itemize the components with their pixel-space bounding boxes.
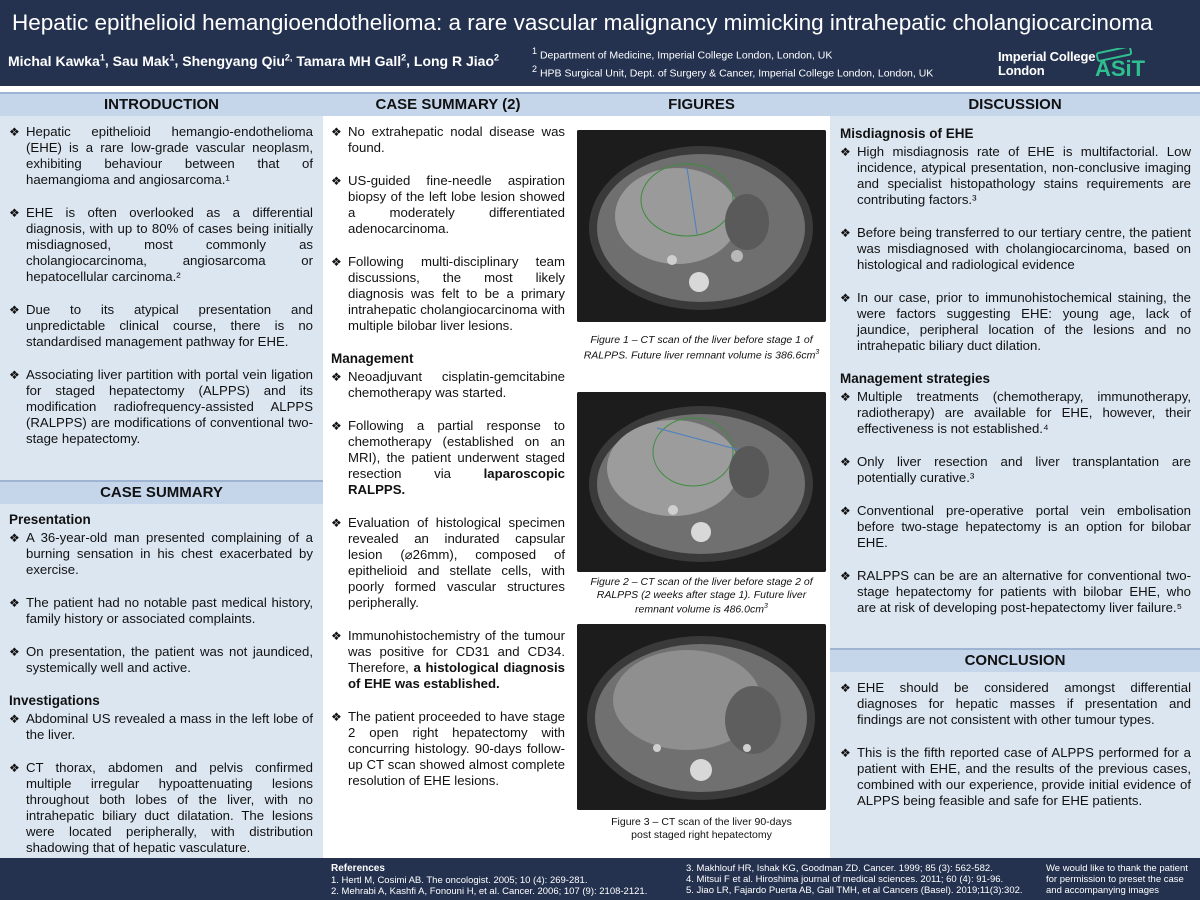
case-summary-2-heading: CASE SUMMARY (2)	[323, 92, 573, 116]
diamond-bullet-icon: ❖	[840, 746, 851, 760]
figure-1-caption: Figure 1 – CT scan of the liver before stage 1 of RALPPS. Future liver remnant volume is $386.6cm^3$	[583, 334, 820, 361]
diamond-bullet-icon: ❖	[331, 255, 342, 269]
case-summary-2-bullet: ❖ No extrahepatic nodal disease was found.	[331, 124, 565, 155]
references-left	[331, 875, 647, 897]
diamond-bullet-icon: ❖	[9, 303, 20, 317]
reference-5: 5. Jiao LR, Fajardo Puerta AB, Gall TMH, et al Cancers (Basel). 2019;11(3):302.	[686, 885, 1023, 896]
diamond-bullet-icon: ❖	[9, 645, 20, 659]
diamond-bullet-icon: ❖	[331, 370, 342, 384]
discussion-body	[830, 116, 1200, 648]
figure-3-ct-image	[577, 624, 826, 810]
conclusion-heading: CONCLUSION	[830, 648, 1200, 672]
introduction-bullet: ❖ Associating liver partition with portal vein ligation for staged hepatectomy (ALPPS) and its modification radiofrequency-assisted ALPPS (RALPPS) are modifications of conventional two-stage hepatectomy.	[9, 367, 313, 446]
figure-1-ct-image	[577, 130, 826, 322]
affiliations	[532, 45, 933, 80]
case-summary-2-body	[323, 116, 573, 789]
imperial-college-logo: Imperial College London	[998, 49, 1096, 78]
diamond-bullet-icon: ❖	[331, 710, 342, 724]
diamond-bullet-icon: ❖	[9, 125, 20, 139]
diamond-bullet-icon: ❖	[331, 125, 342, 139]
reference-3: 3. Makhlouf HR, Ishak KG, Goodman ZD. Cancer. 1999; 85 (3): 562-582.	[686, 863, 993, 874]
diamond-bullet-icon: ❖	[840, 455, 851, 469]
column-discussion	[830, 92, 1200, 858]
presentation-bullet: ❖ On presentation, the patient was not jaundiced, systemically well and active.	[9, 644, 313, 675]
references-footer	[0, 858, 1200, 900]
author-name: Shengyang Qiu$^{2,}$	[182, 52, 293, 69]
diamond-bullet-icon: ❖	[331, 516, 342, 530]
management-bullet: ❖ Evaluation of histological specimen revealed an indurated capsular lesion (⌀26mm), composed of epithelioid and stellate cells, with poorly formed vascular structures peripherally.	[331, 515, 565, 610]
column-case-summary-2	[323, 92, 573, 858]
diamond-bullet-icon: ❖	[840, 681, 851, 695]
strategy-bullet: ❖ RALPPS can be are an alternative for conventional two-stage hepatectomy for patients with bilobar EHE, who are at risk of developing post-hepatectomy liver failure.⁵	[840, 568, 1191, 615]
introduction-bullet: ❖ Hepatic epithelioid hemangio-endothelioma (EHE) is a rare low-grade vascular neoplasm, exhibiting behaviour between that of haemangioma and angiosarcoma.¹	[9, 124, 313, 187]
diamond-bullet-icon: ❖	[331, 629, 342, 643]
management-strategies-subheading: Management strategies	[840, 371, 991, 386]
figure-3-caption: Figure 3 – CT scan of the liver 90-days post staged right hepatectomy	[611, 816, 792, 841]
diamond-bullet-icon: ❖	[9, 761, 20, 775]
acknowledgement: We would like to thank the patient for permission to preset the case and accompanying images	[1046, 863, 1188, 896]
management-bullet: ❖ Neoadjuvant cisplatin-gemcitabine chemotherapy was started.	[331, 369, 565, 400]
diamond-bullet-icon: ❖	[840, 145, 851, 159]
presentation-subheading: Presentation	[9, 512, 91, 527]
conclusion-bullet: ❖ EHE should be considered amongst differential diagnoses for hepatic masses if presentation and findings are not consistent with other tumour types.	[840, 680, 1191, 727]
poster-title: Hepatic epithelioid hemangioendothelioma: a rare vascular malignancy mimicking intrahepatic cholangiocarcinoma	[12, 10, 1153, 35]
asit-logo-text: ASiT	[1095, 56, 1146, 78]
management-bullet: ❖ Following a partial response to chemotherapy (established on an MRI), the patient underwent staged resection via laparoscopic RALPPS.	[331, 418, 565, 497]
reference-1: 1. Hertl M, Cosimi AB. The oncologist. 2005; 10 (4): 269-281.	[331, 875, 588, 886]
asit-logo	[1093, 48, 1189, 78]
introduction-bullet: ❖ Due to its atypical presentation and unpredictable clinical course, there is no standardised management pathway for EHE.	[9, 302, 313, 349]
misdiagnosis-bullet: ❖ Before being transferred to our tertiary centre, the patient was misdiagnosed with cholangiocarcinoma, based on histological and radiological evidence	[840, 225, 1191, 272]
reference-4: 4. Mitsui F et al. Hiroshima journal of medical sciences. 2011; 60 (4): 91-96.	[686, 874, 1004, 885]
affiliation-2: $^2$ HPB Surgical Unit, Dept. of Surgery & Cancer, Imperial College London, London, UK	[532, 63, 934, 79]
misdiagnosis-subheading: Misdiagnosis of EHE	[840, 126, 974, 141]
strategy-bullet: ❖ Only liver resection and liver transplantation are potentially curative.³	[840, 454, 1191, 485]
case-summary-heading: CASE SUMMARY	[0, 480, 323, 504]
introduction-heading: INTRODUCTION	[0, 92, 323, 116]
investigations-bullet: ❖ CT thorax, abdomen and pelvis confirmed multiple irregular hypoattenuating lesions throughout both lobes of the liver, with no intrahepatic biliary duct dilatation. The lesions were located peripherally, with distribution shadowing that of hepatic vasculature.	[9, 760, 313, 855]
author-name: Long R Jiao$^2$	[413, 52, 500, 69]
strategy-bullet: ❖ Multiple treatments (chemotherapy, immunotherapy, radiotherapy) are available for EHE, however, their effectiveness is not established.⁴	[840, 389, 1191, 436]
author-name: Tamara MH Gall$^2$	[296, 52, 407, 69]
strategy-bullet: ❖ Conventional pre-operative portal vein embolisation before two-stage hepatectomy is an option for bilobar EHE.	[840, 503, 1191, 550]
diamond-bullet-icon: ❖	[9, 531, 20, 545]
management-bullet: ❖ Immunohistochemistry of the tumour was positive for CD31 and CD34. Therefore, a histological diagnosis of EHE was established.	[331, 628, 565, 691]
diamond-bullet-icon: ❖	[9, 206, 20, 220]
diamond-bullet-icon: ❖	[9, 368, 20, 382]
investigations-bullet: ❖ Abdominal US revealed a mass in the left lobe of the liver.	[9, 711, 313, 742]
figures-heading: FIGURES	[573, 92, 830, 116]
author-name: Michal Kawka$^1$	[8, 52, 105, 69]
presentation-bullet: ❖ A 36-year-old man presented complaining of a burning sensation in his chest exacerbated by exercise.	[9, 530, 313, 577]
introduction-body	[0, 116, 323, 480]
column-figures	[573, 92, 830, 858]
reference-2: 2. Mehrabi A, Kashfi A, Fonouni H, et al. Cancer. 2006; 107 (9): 2108-2121.	[331, 886, 648, 897]
conclusion-bullet: ❖ This is the fifth reported case of ALPPS performed for a patient with EHE, and the results of the previous cases, combined with our experience, provide initial evidence of ALPPS being feasible and safe for EHE patients.	[840, 745, 1191, 808]
diamond-bullet-icon: ❖	[9, 596, 20, 610]
figure-2-caption: Figure 2 – CT scan of the liver before stage 2 of RALPPS (2 weeks after stage 1). Future liver remnant volume is $486.0cm^3$	[590, 576, 813, 616]
conclusion-body	[830, 672, 1200, 809]
author-list: Michal Kawka$^1$, Sau Mak$^1$, Shengyang Qiu$^{2,}$ Tamara MH Gall$^2$, Long R Jiao$^2$	[8, 52, 500, 69]
figure-2-ct-image	[577, 392, 826, 572]
introduction-bullet: ❖ EHE is often overlooked as a differential diagnosis, with up to 80% of cases being initially misdiagnosed, most commonly as cholangiocarcinoma, angiosarcoma or hepatocellular carcinoma.²	[9, 205, 313, 284]
diamond-bullet-icon: ❖	[840, 226, 851, 240]
case-summary-body	[0, 504, 323, 856]
management-subheading: Management	[331, 351, 414, 366]
references-right	[686, 863, 1023, 896]
diamond-bullet-icon: ❖	[840, 504, 851, 518]
diamond-bullet-icon: ❖	[331, 419, 342, 433]
misdiagnosis-bullet: ❖ In our case, prior to immunohistochemical staining, the were factors suggesting EHE: young age, lack of jaundice, peripheral location of the lesions and no intrahepatic biliary duct dilation.	[840, 290, 1191, 353]
poster-header	[0, 0, 1200, 86]
investigations-subheading: Investigations	[9, 693, 100, 708]
column-introduction-case	[0, 92, 323, 858]
discussion-heading: DISCUSSION	[830, 92, 1200, 116]
diamond-bullet-icon: ❖	[9, 712, 20, 726]
diamond-bullet-icon: ❖	[840, 569, 851, 583]
misdiagnosis-bullet: ❖ High misdiagnosis rate of EHE is multifactorial. Low incidence, atypical presentation, non-conclusive imaging and specialist histopathology stains requirements are contributing factors.³	[840, 144, 1191, 207]
case-summary-2-bullet: ❖ US-guided fine-needle aspiration biopsy of the left lobe lesion showed a moderately differentiated adenocarcinoma.	[331, 173, 565, 236]
case-summary-2-bullet: ❖ Following multi-disciplinary team discussions, the most likely diagnosis was felt to be a primary intrahepatic cholangiocarcinoma with multiple bilobar liver lesions.	[331, 254, 565, 333]
management-bullet: ❖ The patient proceeded to have stage 2 open right hepatectomy with concurring histology. 90-days follow-up CT scan showed almost complete resolution of EHE lesions.	[331, 709, 565, 788]
presentation-bullet: ❖ The patient had no notable past medical history, family history or associated complaints.	[9, 595, 313, 626]
diamond-bullet-icon: ❖	[840, 390, 851, 404]
author-name: Sau Mak$^1$	[112, 52, 175, 69]
affiliation-1: $^1$ Department of Medicine, Imperial College London, London, UK	[532, 46, 833, 62]
diamond-bullet-icon: ❖	[331, 174, 342, 188]
references-heading: References	[331, 863, 385, 874]
diamond-bullet-icon: ❖	[840, 291, 851, 305]
